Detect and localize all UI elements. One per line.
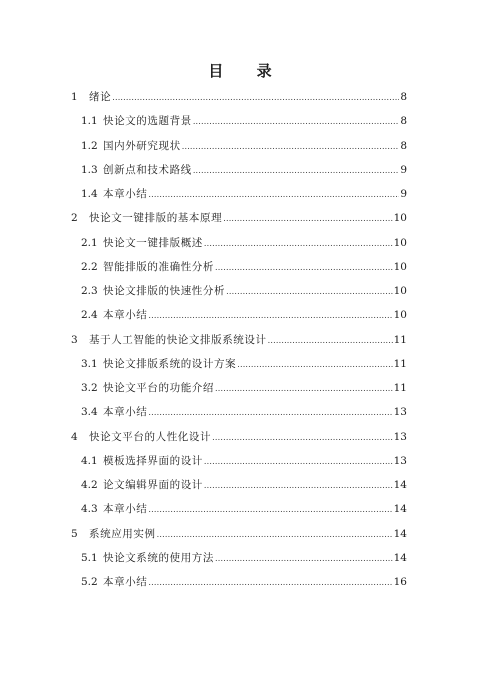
toc-entry[interactable]	[81, 260, 407, 274]
toc-entry-page-number: 10	[393, 212, 407, 225]
toc-entry-page-number: 10	[393, 285, 407, 297]
toc-entry-title: 快论文的选题背景	[103, 115, 192, 128]
toc-entry[interactable]	[71, 430, 407, 444]
toc-entry-number: 4.3	[81, 503, 98, 516]
toc-entry-page-number: 16	[393, 576, 407, 588]
toc-dot-leader	[223, 212, 392, 226]
toc-entry-page-number: 8	[400, 115, 407, 128]
toc-entry-title: 系统应用实例	[89, 527, 156, 540]
toc-entry[interactable]	[81, 284, 407, 298]
toc-entry-page-number: 8	[400, 139, 407, 152]
toc-dot-leader	[148, 188, 399, 202]
toc-dot-leader	[112, 91, 399, 105]
toc-entry-page-number: 9	[400, 163, 407, 176]
toc-entry-page-number: 14	[393, 551, 407, 564]
toc-entry-number: 3	[71, 333, 78, 346]
toc-entry-title: 本章小结	[103, 576, 148, 588]
toc-entry[interactable]	[81, 187, 407, 201]
toc-entry[interactable]	[81, 236, 407, 250]
toc-entry[interactable]	[81, 357, 407, 371]
toc-entry-page-number: 13	[393, 406, 407, 419]
toc-entry-title: 基于人工智能的快论文排版系统设计	[89, 333, 267, 346]
toc-entry-title: 本章小结	[103, 309, 148, 322]
toc-dot-leader	[204, 455, 393, 469]
toc-dot-leader	[215, 552, 393, 566]
toc-entry-title: 快论文一键排版的基本原理	[89, 212, 223, 225]
toc-entry-title: 快论文一键排版概述	[103, 236, 203, 249]
toc-entry-number: 5.2	[81, 576, 98, 588]
toc-entry-number: 2.1	[81, 236, 98, 249]
toc-entry-number: 3.2	[81, 382, 98, 394]
toc-entry-page-number: 14	[393, 479, 407, 491]
toc-entry-number: 1.1	[81, 115, 98, 128]
toc-dot-leader	[215, 261, 393, 275]
toc-entry-page-number: 10	[393, 260, 407, 273]
toc-entry-number: 4	[71, 430, 78, 443]
toc-entry-title: 快论文排版的快速性分析	[103, 285, 226, 297]
toc-entry-number: 4.1	[81, 454, 98, 467]
toc-entry-number: 2	[71, 212, 78, 225]
toc-dot-leader	[193, 115, 400, 129]
toc-entry-title: 本章小结	[103, 503, 148, 516]
toc-dot-leader	[237, 358, 392, 372]
toc-dot-leader	[204, 237, 393, 251]
toc-entry[interactable]	[71, 333, 407, 347]
toc-dot-leader	[148, 576, 392, 590]
toc-entry-title: 快论文系统的使用方法	[103, 551, 214, 564]
toc-entry[interactable]	[81, 405, 407, 419]
toc-entry-page-number: 11	[393, 333, 407, 346]
toc-dot-leader	[148, 309, 392, 323]
toc-title: 目 录	[208, 62, 286, 80]
toc-dot-leader	[148, 503, 392, 517]
toc-entry[interactable]	[81, 381, 407, 395]
toc-entry-title: 本章小结	[103, 188, 148, 200]
toc-entry-page-number: 8	[400, 91, 407, 103]
toc-entry-title: 论文编辑界面的设计	[103, 479, 203, 491]
toc-dot-leader	[212, 431, 393, 445]
toc-entry-page-number: 13	[393, 430, 407, 443]
toc-dot-leader	[215, 382, 393, 396]
toc-entry-page-number: 11	[393, 382, 407, 394]
toc-entry-page-number: 9	[400, 188, 407, 200]
toc-dot-leader	[226, 285, 393, 299]
toc-entry-number: 1.2	[81, 139, 98, 152]
toc-dot-leader	[268, 334, 393, 348]
toc-entry[interactable]	[81, 478, 407, 492]
toc-entry-title: 创新点和技术路线	[103, 163, 192, 176]
toc-entry-number: 2.4	[81, 309, 98, 322]
toc-entry[interactable]	[81, 308, 407, 322]
toc-entry-title: 本章小结	[103, 406, 148, 419]
toc-entry[interactable]	[71, 90, 407, 104]
toc-entry[interactable]	[81, 454, 407, 468]
toc-entry-number: 4.2	[81, 479, 98, 491]
toc-entry-number: 1.4	[81, 188, 98, 200]
toc-entry-page-number: 14	[393, 527, 407, 540]
toc-entry-title: 快论文排版系统的设计方案	[103, 357, 237, 370]
toc-dot-leader	[157, 528, 393, 542]
toc-entry-page-number: 10	[393, 236, 407, 249]
toc-entry-number: 3.1	[81, 357, 98, 370]
toc-entry[interactable]	[81, 551, 407, 565]
toc-entry-number: 5.1	[81, 551, 98, 564]
toc-entry-number: 2.2	[81, 260, 98, 273]
toc-entry[interactable]	[81, 139, 407, 153]
toc-entry[interactable]	[81, 163, 407, 177]
toc-entry-number: 5	[71, 527, 78, 540]
toc-entry[interactable]	[81, 502, 407, 516]
toc-dot-leader	[193, 164, 400, 178]
toc-entry-title: 快论文平台的人性化设计	[89, 430, 212, 443]
toc-entry-title: 智能排版的准确性分析	[103, 260, 214, 273]
toc-entry-number: 1.3	[81, 163, 98, 176]
toc-dot-leader	[148, 406, 392, 420]
toc-entry-page-number: 13	[393, 454, 407, 467]
toc-entry-page-number: 11	[393, 357, 407, 370]
toc-entry-title: 国内外研究现状	[103, 139, 181, 152]
toc-entry-title: 绪论	[89, 91, 112, 103]
toc-entry[interactable]	[71, 211, 407, 225]
toc-entry-number: 3.4	[81, 406, 98, 419]
toc-entry-title: 快论文平台的功能介绍	[103, 382, 214, 394]
toc-entry-title: 模板选择界面的设计	[103, 454, 203, 467]
toc-entry-number: 2.3	[81, 285, 98, 297]
toc-entry[interactable]	[81, 575, 407, 589]
toc-dot-leader	[204, 479, 393, 493]
toc-dot-leader	[182, 140, 400, 154]
toc-entry[interactable]	[71, 527, 407, 541]
toc-entry-page-number: 14	[393, 503, 407, 516]
toc-entry[interactable]	[81, 114, 407, 128]
toc-entry-page-number: 10	[393, 309, 407, 322]
toc-entry-number: 1	[71, 91, 78, 103]
